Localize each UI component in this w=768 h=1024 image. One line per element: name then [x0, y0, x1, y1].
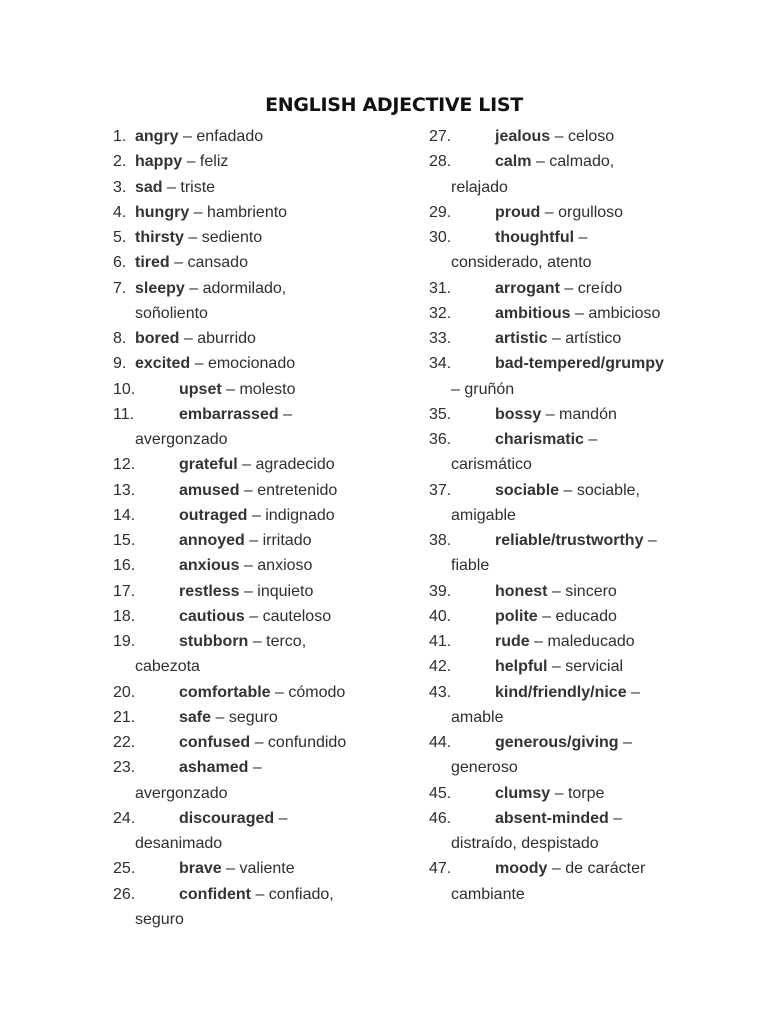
- dash-separator: –: [182, 153, 200, 171]
- english-adjective: moody: [495, 860, 548, 878]
- list-item: [113, 200, 413, 225]
- spanish-translation: cauteloso: [262, 607, 332, 625]
- english-adjective: bad-tempered/grumpy: [495, 355, 664, 373]
- dash-separator: –: [550, 128, 568, 145]
- list-item: [113, 503, 413, 528]
- dash-separator: –: [239, 481, 258, 499]
- english-adjective: thoughtful: [495, 229, 575, 246]
- spanish-translation: artístico: [565, 330, 622, 347]
- item-number: 44.: [429, 734, 452, 751]
- english-adjective: safe: [179, 708, 212, 726]
- dash-separator: –: [248, 633, 267, 650]
- english-adjective: tired: [135, 254, 170, 272]
- list-item: [113, 124, 413, 149]
- list-item: [429, 856, 729, 907]
- spanish-translation: confundido: [267, 734, 347, 751]
- list-item: [429, 427, 729, 478]
- dash-separator: –: [221, 860, 240, 878]
- item-number: 42.: [429, 658, 452, 676]
- dash-separator: –: [162, 178, 181, 196]
- english-adjective: bossy: [495, 405, 542, 423]
- item-number: 12.: [113, 456, 136, 474]
- translation-continuation: – gruñón: [451, 380, 515, 398]
- list-item: [429, 604, 729, 629]
- spanish-translation: confiado,: [268, 885, 334, 903]
- dash-separator: –: [529, 633, 548, 650]
- list-item: [429, 351, 729, 402]
- english-adjective: upset: [179, 380, 222, 398]
- english-adjective: honest: [495, 582, 548, 600]
- list-item: [429, 654, 729, 679]
- dash-separator: –: [270, 683, 289, 701]
- translation-continuation: soñoliento: [135, 304, 208, 322]
- dash-separator: –: [239, 582, 258, 600]
- item-number: 34.: [429, 355, 452, 373]
- list-item: [429, 225, 729, 276]
- english-adjective: restless: [179, 582, 240, 600]
- page-title: ENGLISH ADJECTIVE LIST: [265, 94, 523, 116]
- english-adjective: charismatic: [495, 431, 584, 448]
- list-item: [113, 604, 413, 629]
- dash-separator: –: [184, 279, 203, 297]
- dash-separator: –: [547, 582, 566, 600]
- item-number: 45.: [429, 784, 452, 802]
- spanish-translation: de carácter: [565, 860, 646, 878]
- dash-separator: –: [278, 405, 292, 423]
- item-number: 5.: [113, 229, 127, 246]
- spanish-translation: entretenido: [257, 481, 338, 499]
- dash-separator: –: [244, 532, 263, 549]
- list-item: [429, 326, 729, 351]
- dash-separator: –: [531, 153, 550, 171]
- dash-separator: –: [244, 607, 263, 625]
- translation-continuation: carismático: [451, 456, 532, 474]
- list-item: [113, 882, 413, 933]
- list-item: [429, 781, 729, 806]
- dash-separator: –: [251, 885, 269, 903]
- english-adjective: confused: [179, 734, 251, 751]
- spanish-translation: molesto: [239, 380, 296, 398]
- item-number: 15.: [113, 532, 136, 549]
- english-adjective: sad: [135, 178, 163, 196]
- adjective-list-column-2: [429, 124, 729, 907]
- item-number: 36.: [429, 431, 452, 448]
- dash-separator: –: [541, 405, 560, 423]
- dash-separator: –: [537, 607, 556, 625]
- english-adjective: cautious: [179, 607, 245, 625]
- list-item: [113, 326, 413, 351]
- translation-continuation: seguro: [135, 910, 184, 928]
- list-item: [113, 856, 413, 881]
- item-number: 25.: [113, 860, 136, 878]
- item-number: 32.: [429, 304, 452, 322]
- list-item: [429, 478, 729, 529]
- item-number: 19.: [113, 633, 136, 650]
- english-adjective: arrogant: [495, 279, 560, 297]
- spanish-translation: inquieto: [257, 582, 314, 600]
- item-number: 43.: [429, 683, 452, 701]
- list-item: [429, 528, 729, 579]
- english-adjective: stubborn: [179, 633, 249, 650]
- english-adjective: happy: [135, 153, 183, 171]
- dash-separator: –: [583, 431, 598, 448]
- dash-separator: –: [626, 683, 640, 701]
- dash-separator: –: [547, 658, 566, 676]
- item-number: 2.: [113, 153, 127, 171]
- spanish-translation: servicial: [565, 658, 624, 676]
- spanish-translation: torpe: [567, 784, 605, 802]
- english-adjective: generous/giving: [495, 734, 619, 751]
- english-adjective: confident: [179, 885, 251, 903]
- list-item: [429, 276, 729, 301]
- list-item: [429, 629, 729, 654]
- item-number: 39.: [429, 582, 452, 600]
- adjective-list-column-1: [113, 124, 413, 932]
- translation-continuation: distraído, despistado: [451, 835, 599, 852]
- english-adjective: sleepy: [135, 279, 185, 297]
- spanish-translation: anxioso: [257, 557, 313, 575]
- list-item: [429, 200, 729, 225]
- dash-separator: –: [574, 229, 588, 246]
- english-adjective: outraged: [179, 506, 248, 524]
- english-adjective: anxious: [179, 557, 240, 575]
- list-item: [113, 276, 413, 327]
- dash-separator: –: [559, 481, 577, 499]
- item-number: 6.: [113, 254, 127, 272]
- english-adjective: grateful: [179, 456, 238, 474]
- translation-continuation: avergonzado: [135, 784, 228, 802]
- translation-continuation: amable: [451, 708, 504, 726]
- spanish-translation: indignado: [265, 506, 335, 524]
- english-adjective: helpful: [495, 658, 548, 676]
- item-number: 9.: [113, 355, 127, 373]
- spanish-translation: sediento: [201, 229, 263, 246]
- english-adjective: sociable: [495, 481, 560, 499]
- english-adjective: hungry: [135, 203, 190, 221]
- item-number: 16.: [113, 557, 136, 575]
- item-number: 8.: [113, 330, 127, 347]
- english-adjective: clumsy: [495, 784, 551, 802]
- translation-continuation: fiable: [451, 557, 490, 575]
- list-item: [113, 755, 413, 806]
- english-adjective: annoyed: [179, 532, 245, 549]
- translation-continuation: considerado, atento: [451, 254, 592, 272]
- english-adjective: excited: [135, 355, 191, 373]
- list-item: [113, 225, 413, 250]
- spanish-translation: hambriento: [207, 203, 288, 221]
- dash-separator: –: [183, 229, 202, 246]
- item-number: 20.: [113, 683, 136, 701]
- item-number: 28.: [429, 153, 452, 171]
- spanish-translation: educado: [555, 607, 617, 625]
- dash-separator: –: [550, 784, 568, 802]
- spanish-translation: adormilado,: [202, 279, 287, 297]
- item-number: 26.: [113, 885, 136, 903]
- list-item: [113, 705, 413, 730]
- item-number: 14.: [113, 506, 136, 524]
- item-number: 47.: [429, 860, 452, 878]
- list-item: [113, 553, 413, 578]
- spanish-translation: cansado: [187, 254, 248, 272]
- item-number: 1.: [113, 128, 127, 145]
- list-item: [113, 806, 413, 857]
- dash-separator: –: [237, 456, 256, 474]
- item-number: 22.: [113, 734, 136, 751]
- english-adjective: brave: [179, 860, 222, 878]
- list-item: [429, 806, 729, 857]
- dash-separator: –: [179, 330, 198, 347]
- list-item: [113, 402, 413, 453]
- dash-separator: –: [248, 759, 262, 777]
- spanish-translation: valiente: [239, 860, 295, 878]
- english-adjective: ambitious: [495, 304, 571, 322]
- item-number: 18.: [113, 607, 136, 625]
- english-adjective: bored: [135, 330, 180, 347]
- english-adjective: reliable/trustworthy: [495, 532, 644, 549]
- spanish-translation: ambicioso: [588, 304, 661, 322]
- list-item: [429, 730, 729, 781]
- spanish-translation: celoso: [567, 128, 615, 145]
- spanish-translation: cómodo: [288, 683, 346, 701]
- english-adjective: absent-minded: [495, 809, 609, 827]
- spanish-translation: sociable,: [576, 481, 640, 499]
- dash-separator: –: [169, 254, 188, 272]
- spanish-translation: triste: [180, 178, 216, 196]
- list-item: [113, 629, 413, 680]
- english-adjective: amused: [179, 481, 240, 499]
- item-number: 10.: [113, 380, 136, 398]
- item-number: 41.: [429, 633, 452, 650]
- spanish-translation: seguro: [228, 708, 278, 726]
- translation-continuation: cabezota: [135, 658, 200, 676]
- translation-continuation: desanimado: [135, 835, 223, 852]
- item-number: 17.: [113, 582, 136, 600]
- english-adjective: calm: [495, 153, 532, 171]
- list-item: [113, 478, 413, 503]
- english-adjective: angry: [135, 128, 179, 145]
- spanish-translation: aburrido: [197, 330, 256, 347]
- english-adjective: proud: [495, 203, 541, 221]
- english-adjective: embarrassed: [179, 405, 279, 423]
- spanish-translation: mandón: [559, 405, 617, 423]
- list-item: [113, 175, 413, 200]
- english-adjective: polite: [495, 607, 538, 625]
- list-item: [429, 402, 729, 427]
- item-number: 38.: [429, 532, 452, 549]
- item-number: 29.: [429, 203, 452, 221]
- spanish-translation: orgulloso: [558, 203, 624, 221]
- list-item: [429, 124, 729, 149]
- list-item: [429, 680, 729, 731]
- list-item: [429, 579, 729, 604]
- spanish-translation: sincero: [565, 582, 617, 600]
- dash-separator: –: [643, 532, 657, 549]
- spanish-translation: creído: [577, 279, 623, 297]
- english-adjective: artistic: [495, 330, 548, 347]
- dash-separator: –: [547, 860, 566, 878]
- list-item: [113, 377, 413, 402]
- list-item: [429, 301, 729, 326]
- spanish-translation: feliz: [199, 153, 229, 171]
- translation-continuation: cambiante: [451, 885, 525, 903]
- item-number: 4.: [113, 203, 127, 221]
- item-number: 33.: [429, 330, 452, 347]
- dash-separator: –: [547, 330, 566, 347]
- item-number: 3.: [113, 178, 127, 196]
- item-number: 30.: [429, 229, 452, 246]
- dash-separator: –: [211, 708, 229, 726]
- english-adjective: discouraged: [179, 809, 275, 827]
- list-item: [113, 250, 413, 275]
- item-number: 35.: [429, 405, 452, 423]
- translation-continuation: relajado: [451, 178, 508, 196]
- dash-separator: –: [559, 279, 578, 297]
- dash-separator: –: [189, 203, 208, 221]
- spanish-translation: calmado,: [549, 153, 615, 171]
- list-item: [113, 149, 413, 174]
- list-item: [113, 730, 413, 755]
- english-adjective: kind/friendly/nice: [495, 683, 627, 701]
- spanish-translation: agradecido: [255, 456, 335, 474]
- english-adjective: jealous: [495, 128, 551, 145]
- item-number: 31.: [429, 279, 452, 297]
- item-number: 37.: [429, 481, 452, 499]
- english-adjective: thirsty: [135, 229, 184, 246]
- item-number: 23.: [113, 759, 136, 777]
- english-adjective: comfortable: [179, 683, 271, 701]
- list-item: [113, 452, 413, 477]
- list-item: [113, 680, 413, 705]
- dash-separator: –: [608, 809, 623, 827]
- spanish-translation: maleducado: [547, 633, 635, 650]
- item-number: 11.: [113, 405, 135, 423]
- dash-separator: –: [618, 734, 632, 751]
- item-number: 21.: [113, 708, 136, 726]
- dash-separator: –: [250, 734, 268, 751]
- item-number: 24.: [113, 809, 136, 827]
- translation-continuation: amigable: [451, 506, 516, 524]
- dash-separator: –: [570, 304, 589, 322]
- spanish-translation: irritado: [262, 532, 312, 549]
- item-number: 27.: [429, 128, 452, 145]
- list-item: [429, 149, 729, 200]
- translation-continuation: avergonzado: [135, 431, 228, 448]
- item-number: 13.: [113, 481, 136, 499]
- item-number: 7.: [113, 279, 127, 297]
- dash-separator: –: [178, 128, 197, 145]
- english-adjective: rude: [495, 633, 530, 650]
- dash-separator: –: [239, 557, 258, 575]
- translation-continuation: generoso: [451, 759, 518, 777]
- dash-separator: –: [274, 809, 288, 827]
- dash-separator: –: [247, 506, 266, 524]
- list-item: [113, 579, 413, 604]
- item-number: 46.: [429, 809, 452, 827]
- list-item: [113, 351, 413, 376]
- list-item: [113, 528, 413, 553]
- spanish-translation: emocionado: [207, 355, 296, 373]
- spanish-translation: enfadado: [196, 128, 264, 145]
- dash-separator: –: [190, 355, 208, 373]
- dash-separator: –: [540, 203, 559, 221]
- spanish-translation: terco,: [266, 633, 307, 650]
- dash-separator: –: [221, 380, 240, 398]
- item-number: 40.: [429, 607, 452, 625]
- english-adjective: ashamed: [179, 759, 249, 777]
